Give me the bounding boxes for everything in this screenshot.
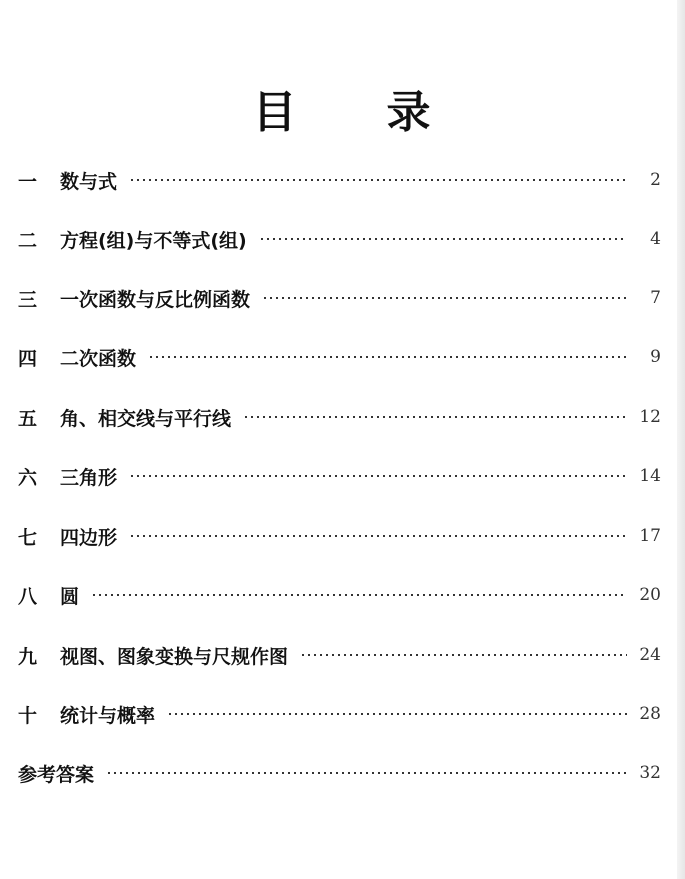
toc-entry[interactable] bbox=[18, 283, 661, 313]
dot-leader bbox=[148, 356, 627, 358]
entry-page: 12 bbox=[639, 407, 661, 427]
entry-number: 八 bbox=[18, 585, 38, 608]
toc-entry[interactable] bbox=[18, 580, 661, 610]
entry-number: 五 bbox=[18, 407, 38, 430]
toc-entry[interactable] bbox=[18, 521, 661, 551]
entry-number: 六 bbox=[18, 466, 38, 489]
title-char-1: 目 bbox=[252, 87, 299, 138]
dot-leader bbox=[262, 297, 627, 299]
toc-entry[interactable] bbox=[18, 461, 661, 491]
dot-leader bbox=[129, 179, 627, 181]
entry-label: 二次函数 bbox=[60, 347, 137, 370]
dot-leader bbox=[300, 654, 627, 656]
entry-number: 九 bbox=[18, 645, 38, 668]
page-title bbox=[0, 76, 685, 140]
dot-leader bbox=[129, 535, 627, 537]
entry-label: 圆 bbox=[60, 585, 80, 608]
toc-entry[interactable] bbox=[18, 699, 661, 729]
entry-label: 视图、图象变换与尺规作图 bbox=[60, 645, 289, 668]
dot-leader bbox=[167, 713, 627, 715]
dot-leader bbox=[259, 238, 627, 240]
dot-leader bbox=[106, 772, 627, 774]
entry-number: 十 bbox=[18, 704, 38, 727]
entry-page: 32 bbox=[639, 763, 661, 783]
entry-label: 参考答案 bbox=[18, 763, 95, 786]
entry-label: 统计与概率 bbox=[60, 704, 156, 727]
title-char-2: 录 bbox=[386, 87, 433, 138]
entry-page: 7 bbox=[650, 288, 661, 308]
dot-leader bbox=[243, 416, 627, 418]
entry-page: 14 bbox=[639, 466, 661, 486]
entry-label: 数与式 bbox=[60, 170, 118, 193]
entry-page: 9 bbox=[650, 347, 661, 367]
entry-page: 20 bbox=[639, 585, 661, 605]
entry-label: 四边形 bbox=[60, 526, 118, 549]
dot-leader bbox=[129, 475, 627, 477]
toc-entry-answers[interactable] bbox=[18, 758, 661, 788]
entry-number: 四 bbox=[18, 347, 38, 370]
entry-label: 角、相交线与平行线 bbox=[60, 407, 232, 430]
entry-label: 方程(组)与不等式(组) bbox=[60, 229, 247, 252]
entry-number: 二 bbox=[18, 229, 38, 252]
entry-page: 28 bbox=[639, 704, 661, 724]
entry-label: 一次函数与反比例函数 bbox=[60, 288, 251, 311]
entry-number: 一 bbox=[18, 170, 38, 193]
toc-entry[interactable] bbox=[18, 342, 661, 372]
entry-number: 七 bbox=[18, 526, 38, 549]
toc-entry[interactable] bbox=[18, 165, 661, 195]
entry-page: 4 bbox=[650, 229, 661, 249]
entry-page: 2 bbox=[650, 170, 661, 190]
toc-entry[interactable] bbox=[18, 224, 661, 254]
entry-page: 17 bbox=[639, 526, 661, 546]
toc-entry[interactable] bbox=[18, 640, 661, 670]
dot-leader bbox=[91, 594, 627, 596]
entry-number: 三 bbox=[18, 288, 38, 311]
entry-label: 三角形 bbox=[60, 466, 118, 489]
toc-entry[interactable] bbox=[18, 402, 661, 432]
entry-page: 24 bbox=[639, 645, 661, 665]
